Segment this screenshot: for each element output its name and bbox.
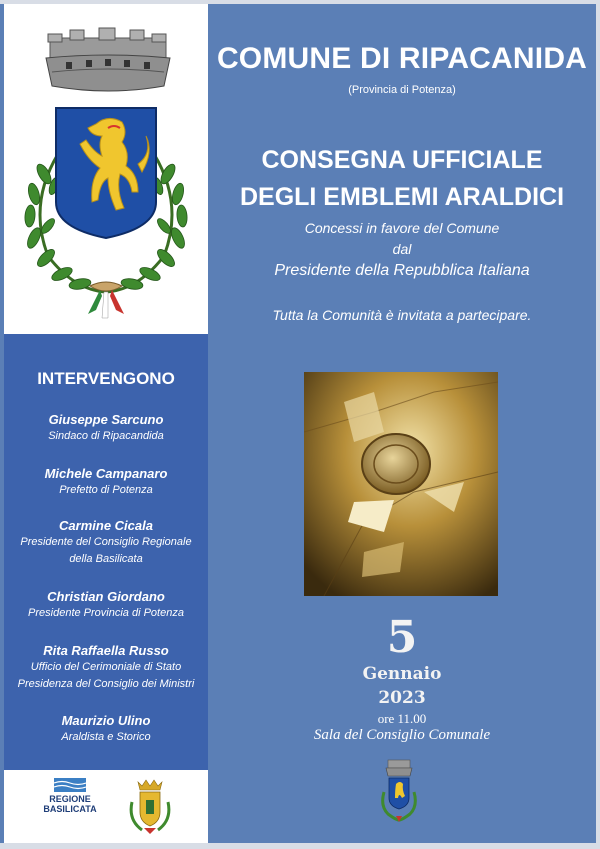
event-year: 2023 <box>378 688 426 708</box>
speaker-role: Presidente Provincia di Potenza <box>28 607 184 619</box>
event-hour: ore 11.00 <box>377 711 427 726</box>
speaker-name: Rita Raffaella Russo <box>43 643 169 658</box>
regione-basilicata-label <box>38 794 102 814</box>
speakers-heading: INTERVENGONO <box>37 369 175 388</box>
frame-right <box>596 0 600 849</box>
speaker-name: Maurizio Ulino <box>61 713 151 728</box>
dal-text: dal <box>392 241 412 257</box>
presidente-text: Presidente della Repubblica Italiana <box>274 262 530 279</box>
provincia-coat-of-arms-icon <box>128 778 172 836</box>
speaker-role: Prefetto di Potenza <box>59 484 153 496</box>
speaker-role: della Basilicata <box>69 553 143 565</box>
speaker-name: Giuseppe Sarcuno <box>48 412 164 427</box>
concessi-text: Concessi in favore del Comune <box>304 220 500 236</box>
ribbon-icon <box>88 282 124 318</box>
turreted-crown-icon <box>46 28 170 91</box>
speaker-name: Michele Campanaro <box>44 466 168 481</box>
event-title-line2: DEGLI EMBLEMI ARALDICI <box>239 183 565 211</box>
speaker-name: Christian Giordano <box>47 589 165 604</box>
logos-panel <box>4 770 208 843</box>
speaker-role: Presidenza del Consiglio dei Ministri <box>17 678 195 690</box>
comune-title: COMUNE DI RIPACANIDA <box>216 42 588 75</box>
speaker-role: Ufficio del Cerimoniale di Stato <box>30 661 182 673</box>
event-day: 5 <box>386 612 418 663</box>
provincia-subtitle: (Provincia di Potenza) <box>348 84 456 96</box>
speaker-role: Araldista e Storico <box>61 731 151 743</box>
event-title-line1: CONSEGNA UFFICIALE <box>261 146 543 174</box>
regione-label-line1: REGIONE <box>49 794 91 804</box>
speaker-name: Carmine Cicala <box>59 518 153 533</box>
regione-label-line2: BASILICATA <box>43 804 97 814</box>
seal-photo <box>304 372 498 596</box>
frame-bottom <box>0 843 600 849</box>
coat-of-arms-icon <box>4 4 208 334</box>
speaker-role: Sindaco di Ripacandida <box>48 430 164 442</box>
small-coat-of-arms-icon <box>378 758 420 824</box>
event-month: Gennaio <box>362 664 442 684</box>
speaker-role: Presidente del Consiglio Regionale <box>20 536 192 548</box>
event-place: Sala del Consiglio Comunale <box>313 727 491 743</box>
invitation-text: Tutta la Comunità è invitata a partecipare. <box>272 307 532 323</box>
